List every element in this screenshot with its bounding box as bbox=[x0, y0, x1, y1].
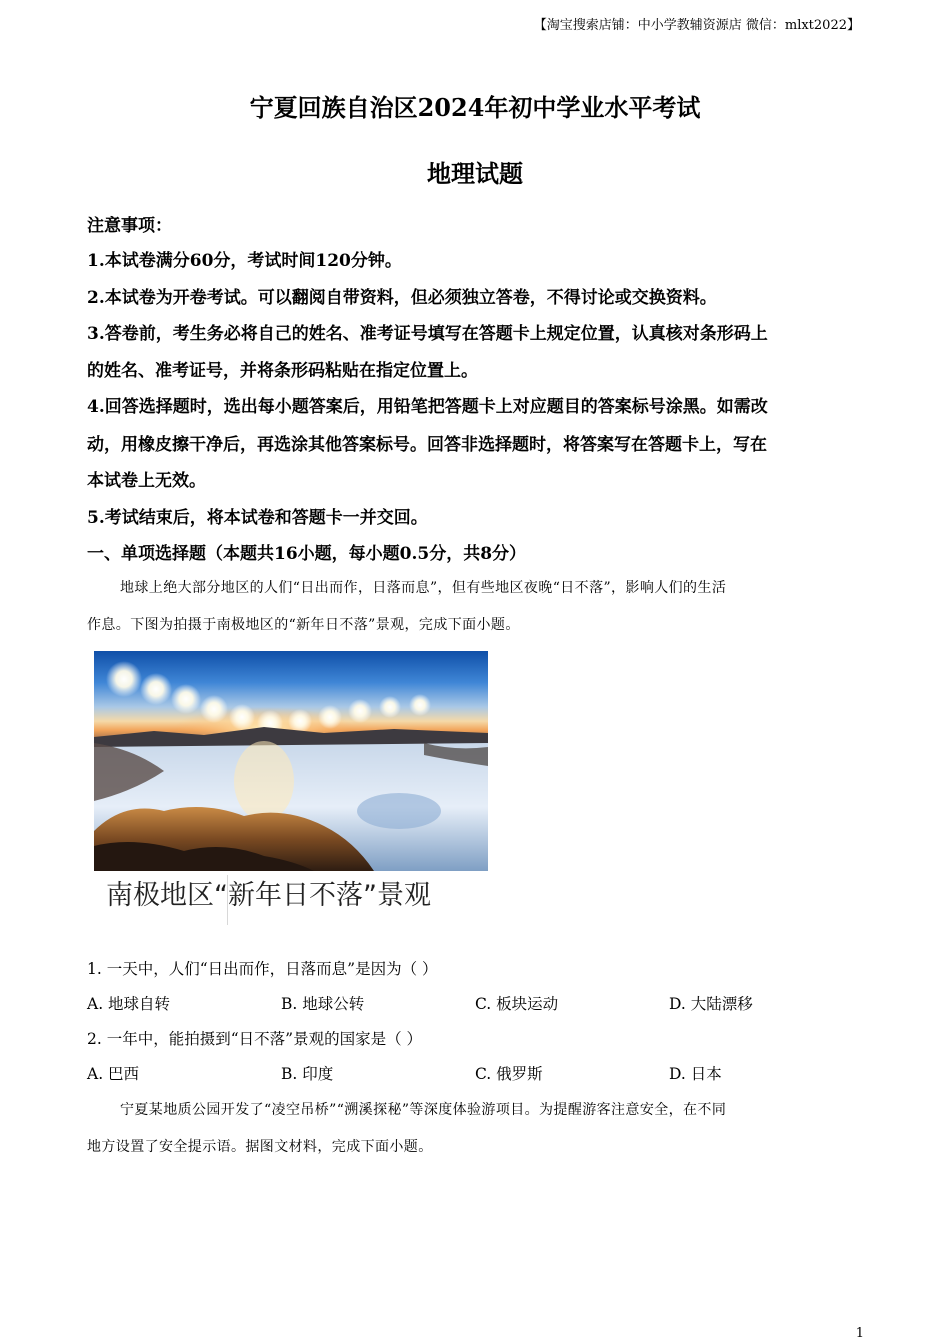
question-option: B. 地球公转 bbox=[281, 995, 365, 1013]
note-line: 5.考试结束后，将本试卷和答题卡一并交回。 bbox=[87, 508, 428, 528]
passage-line: 地方设置了安全提示语。据图文材料，完成下面小题。 bbox=[87, 1139, 433, 1155]
exam-subject: 地理试题 bbox=[427, 159, 523, 188]
page-header-note: 【淘宝搜索店铺：中小学教辅资源店 微信：mlxt2022】 bbox=[533, 18, 860, 33]
page-number: 1 bbox=[855, 1326, 864, 1341]
section-title: 一、单项选择题（本题共16小题，每小题0.5分，共8分） bbox=[87, 544, 527, 564]
question-option: A. 巴西 bbox=[87, 1065, 140, 1083]
question-option: C. 板块运动 bbox=[475, 995, 559, 1013]
note-line: 的姓名、准考证号，并将条形码粘贴在指定位置上。 bbox=[87, 361, 478, 381]
passage-line: 地球上绝大部分地区的人们“日出而作，日落而息”，但有些地区夜晚“日不落”，影响人们的生活 bbox=[120, 580, 727, 596]
question-option: A. 地球自转 bbox=[87, 995, 171, 1013]
note-line: 动，用橡皮擦干净后，再选涂其他答案标号。回答非选择题时，将答案写在答题卡上，写在 bbox=[87, 435, 767, 455]
notes-heading: 注意事项： bbox=[87, 216, 172, 236]
question-option: D. 大陆漂移 bbox=[669, 995, 753, 1013]
question-stem: 1. 一天中，人们“日出而作，日落而息”是因为（ ） bbox=[87, 960, 438, 978]
passage-line: 宁夏某地质公园开发了“凌空吊桥”“溯溪探秘”等深度体验游项目。为提醒游客注意安全，在不同 bbox=[120, 1102, 727, 1118]
question-stem: 2. 一年中，能拍摄到“日不落”景观的国家是（ ） bbox=[87, 1030, 422, 1048]
question-option: B. 印度 bbox=[281, 1065, 334, 1083]
antarctic-photo-figure bbox=[94, 651, 488, 925]
question-option: C. 俄罗斯 bbox=[475, 1065, 543, 1083]
photo-caption: 南极地区“新年日不落”景观 bbox=[106, 880, 431, 911]
note-line: 3.答卷前，考生务必将自己的姓名、准考证号填写在答题卡上规定位置，认真核对条形码上 bbox=[87, 324, 768, 344]
note-line: 4.回答选择题时，选出每小题答案后，用铅笔把答题卡上对应题目的答案标号涂黑。如需改 bbox=[87, 397, 768, 417]
exam-title: 宁夏回族自治区2024年初中学业水平考试 bbox=[249, 93, 701, 122]
note-line: 1.本试卷满分60分，考试时间120分钟。 bbox=[87, 251, 402, 271]
note-line: 本试卷上无效。 bbox=[87, 471, 206, 491]
passage-line: 作息。下图为拍摄于南极地区的“新年日不落”景观，完成下面小题。 bbox=[87, 617, 520, 633]
antarctic-midnight-sun-photo bbox=[94, 651, 488, 871]
question-option: D. 日本 bbox=[669, 1065, 722, 1083]
note-line: 2.本试卷为开卷考试。可以翻阅自带资料，但必须独立答卷，不得讨论或交换资料。 bbox=[87, 288, 717, 308]
